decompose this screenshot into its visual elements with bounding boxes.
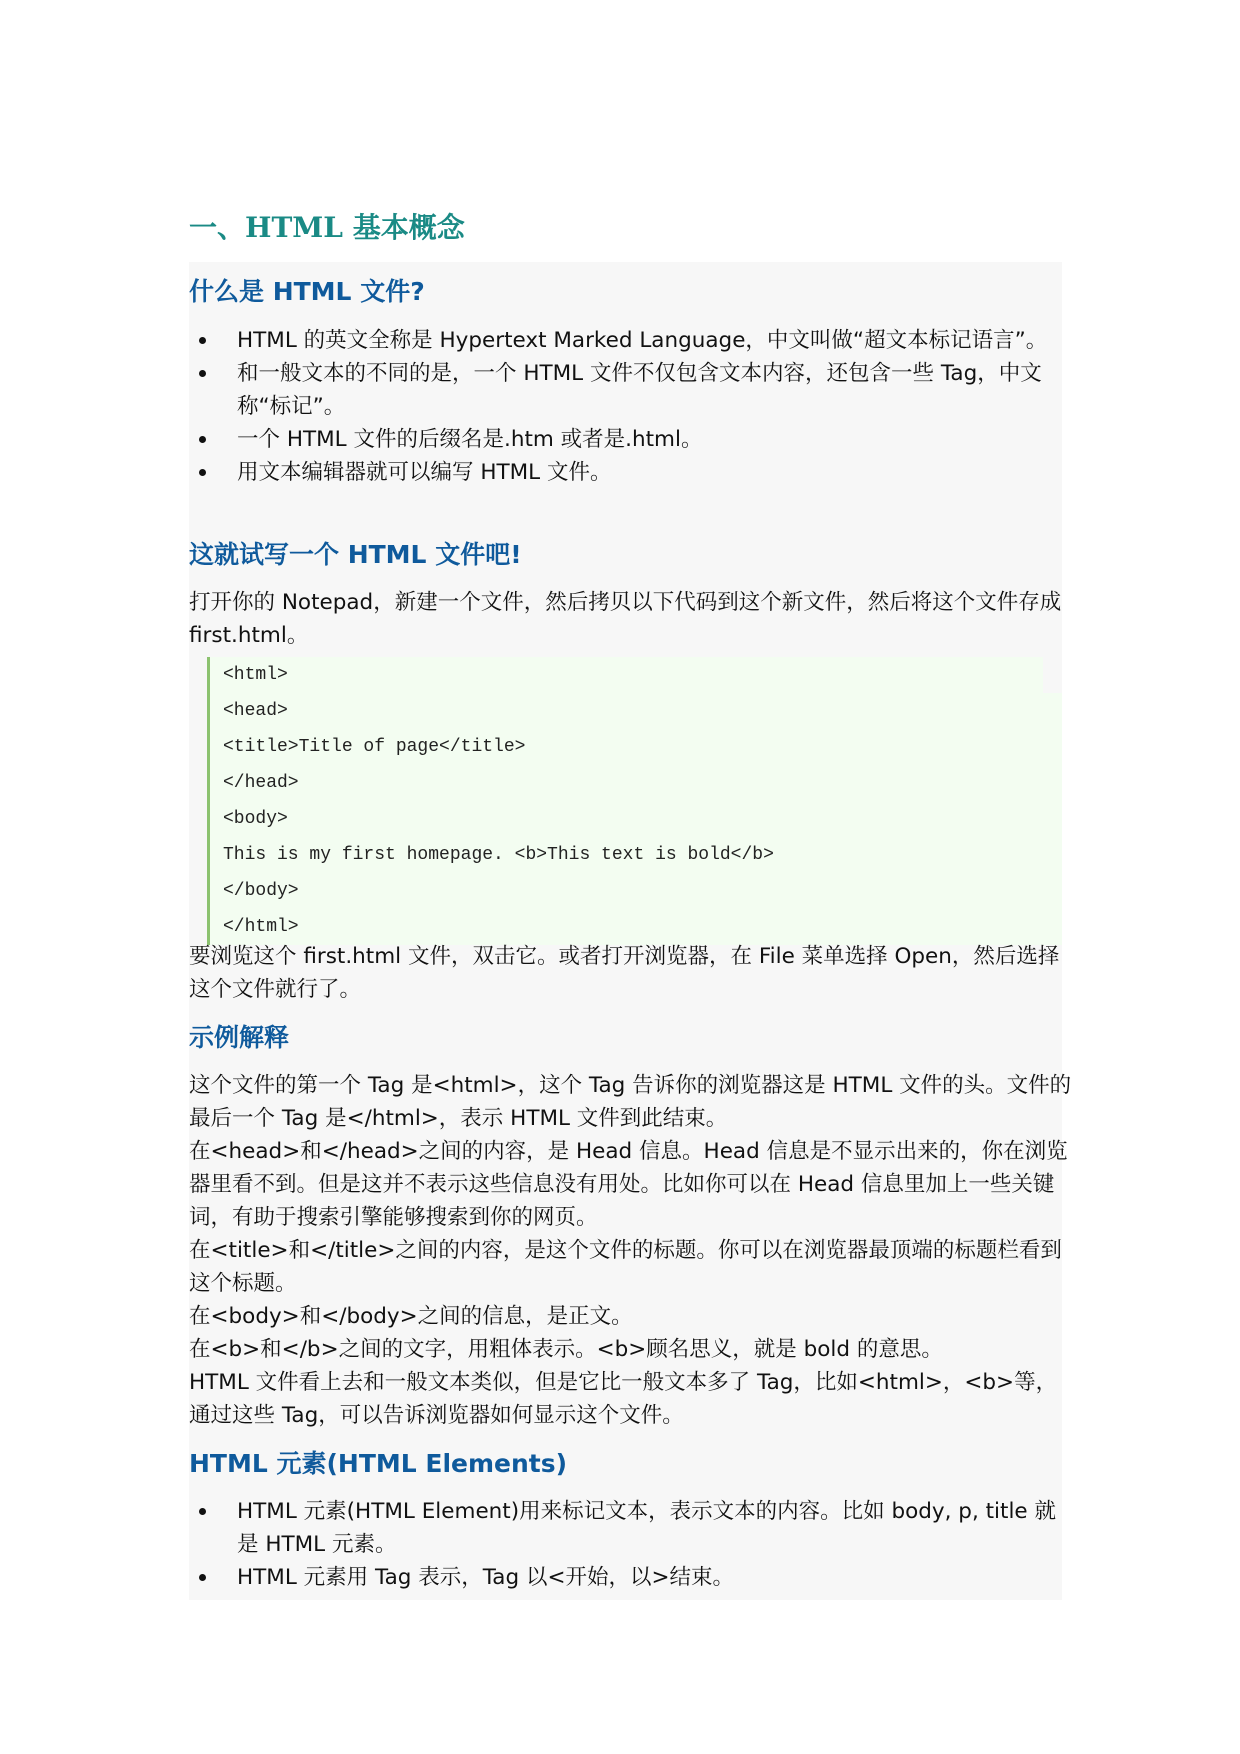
section-what-is-html: [189, 272, 1069, 312]
bullet-icon: [199, 436, 206, 443]
paragraph: 要浏览这个 first.html 文件，双击它。或者打开浏览器，在 File 菜单选择 Open，然后选择这个文件就行了。: [189, 944, 1060, 1002]
bullet-icon: [199, 469, 206, 476]
paragraph: 打开你的 Notepad，新建一个文件，然后拷贝以下代码到这个新文件，然后将这个文件存成 first.html。: [189, 590, 1062, 648]
list-item: 和一般文本的不同的是，一个 HTML 文件不仅包含文本内容，还包含一些 Tag，中文称“标记”。: [189, 357, 1067, 423]
section-html-elements-list: [189, 1495, 1069, 1594]
bullet-icon: [199, 337, 206, 344]
code-block: [207, 657, 1062, 945]
section-html-elements: [189, 1444, 1069, 1484]
paragraph: 在<head>和</head>之间的内容，是 Head 信息。Head 信息是不显示出来的，你在浏览器里看不到。但是这并不表示这些信息没有用处。比如你可以在 Head 信息里加上一些关键词，有助于搜索引擎能够搜索到你的网页。: [189, 1139, 1068, 1230]
bullet-icon: [199, 1574, 206, 1581]
section-example-explained-body: [189, 1069, 1072, 1432]
section-try-html: [189, 535, 1069, 575]
paragraph: 在<b>和</b>之间的文字，用粗体表示。<b>顾名思义，就是 bold 的意思。: [189, 1337, 943, 1362]
bullet-icon: [199, 1508, 206, 1515]
code-line: <head>: [207, 693, 1062, 729]
code-line: </body>: [207, 873, 1062, 909]
code-line: This is my first homepage. <b>This text is bold</b>: [207, 837, 1062, 873]
paragraph: 在<title>和</title>之间的内容，是这个文件的标题。你可以在浏览器最顶端的标题栏看到这个标题。: [189, 1238, 1062, 1296]
code-line: <body>: [207, 801, 1062, 837]
paragraph: 这个文件的第一个 Tag 是<html>，这个 Tag 告诉你的浏览器这是 HTML 文件的头。文件的最后一个 Tag 是</html>，表示 HTML 文件到此结束。: [189, 1073, 1072, 1131]
section-title: HTML 元素(HTML Elements): [189, 1449, 568, 1478]
list-item: HTML 元素用 Tag 表示，Tag 以<开始，以>结束。: [189, 1561, 1067, 1594]
paragraph: 在<body>和</body>之间的信息，是正文。: [189, 1304, 633, 1329]
list-item: HTML 的英文全称是 Hypertext Marked Language，中文叫做“超文本标记语言”。: [189, 324, 1067, 357]
bullet-list: [189, 324, 1069, 489]
section-example-explained: [189, 1018, 1069, 1058]
section-try-html-intro: [189, 586, 1069, 652]
list-item: HTML 元素(HTML Element)用来标记文本，表示文本的内容。比如 body, p, title 就是 HTML 元素。: [189, 1495, 1067, 1561]
code-line: </html>: [207, 909, 1062, 945]
section-title: 示例解释: [189, 1023, 290, 1052]
bullet-list: [189, 1495, 1069, 1594]
code-line: </head>: [207, 765, 1062, 801]
chapter-title: 一、HTML 基本概念: [189, 211, 465, 244]
code-line: <html>: [207, 657, 1043, 693]
bullet-icon: [199, 370, 206, 377]
list-item: 一个 HTML 文件的后缀名是.htm 或者是.html。: [189, 423, 1067, 456]
code-line: <title>Title of page</title>: [207, 729, 1062, 765]
section-try-html-after: [189, 940, 1069, 1006]
paragraph: HTML 文件看上去和一般文本类似，但是它比一般文本多了 Tag，比如<html>，<b>等，通过这些 Tag，可以告诉浏览器如何显示这个文件。: [189, 1370, 1058, 1428]
section-title: 这就试写一个 HTML 文件吧!: [189, 540, 522, 569]
list-item: 用文本编辑器就可以编写 HTML 文件。: [189, 456, 1067, 489]
section-what-is-html-list: [189, 324, 1069, 489]
section-title: 什么是 HTML 文件?: [189, 277, 425, 306]
